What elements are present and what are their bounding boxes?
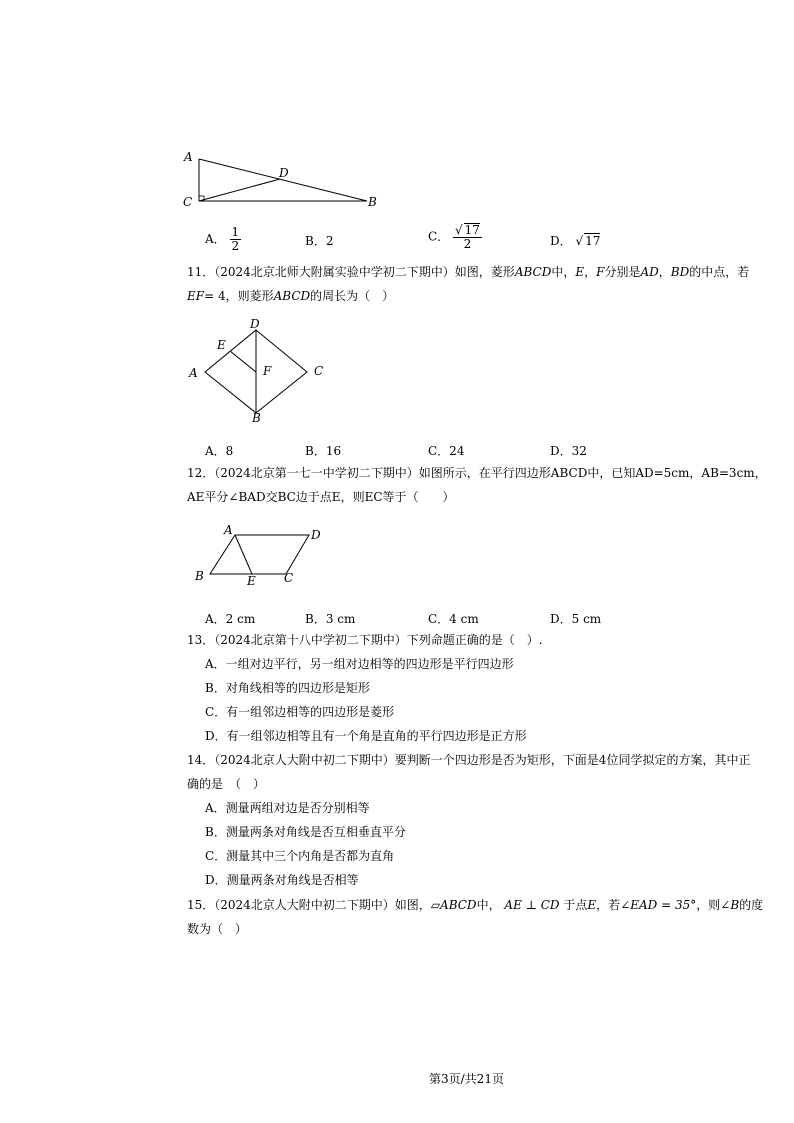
- q12-figure: [190, 522, 330, 588]
- q11-stem-line2: EF= 4，则菱形ABCD的周长为（ ）: [187, 289, 395, 303]
- q10-label-D: D: [279, 166, 289, 180]
- q11-label-B: B: [252, 411, 261, 425]
- q10-label-A: A: [184, 150, 193, 164]
- q13-option-d: D．有一组邻边相等且有一个角是直角的平行四边形是正方形: [205, 729, 527, 743]
- q10-label-C: C: [183, 195, 193, 209]
- q11-figure: [186, 316, 336, 426]
- q12-label-A: A: [224, 523, 233, 537]
- q13-option-b: B．对角线相等的四边形是矩形: [205, 681, 370, 695]
- q10-option-b: B．2: [305, 234, 334, 248]
- q12-stem-line2: AE平分∠BAD交BC边于点E，则EC等于（ ）: [187, 490, 455, 504]
- q10-figure: [178, 145, 388, 211]
- q14-stem-line2: 确的是 （ ）: [187, 777, 266, 791]
- q14-option-d: D．测量两条对角线是否相等: [205, 873, 359, 887]
- q11-label-C: C: [314, 364, 324, 378]
- q11-stem-line1: 11．（2024北京北师大附属实验中学初二下期中）如图，菱形ABCD中，E，F分别是AD，BD的中点，若: [187, 265, 750, 279]
- q10-option-a-fraction: $\frac{1}{2}$: [231, 225, 240, 254]
- q10-option-c-fraction: $\frac{√ 17}{2}$: [455, 223, 480, 252]
- q12-label-C: C: [284, 571, 294, 585]
- q12-option-d: D．5 cm: [550, 612, 602, 626]
- q11-option-b: B．16: [305, 444, 342, 458]
- q13-option-a: A．一组对边平行，另一组对边相等的四边形是平行四边形: [205, 657, 514, 671]
- q14-option-b: B．测量两条对角线是否互相垂直平分: [205, 825, 406, 839]
- q10-label-B: B: [368, 195, 377, 209]
- q12-option-b: B．3 cm: [305, 612, 356, 626]
- q10-option-d: D． √ 17: [550, 234, 601, 248]
- page-footer: 第3页/共21页: [429, 1072, 504, 1086]
- q12-label-B: B: [195, 569, 204, 583]
- q11-option-d: D．32: [550, 444, 587, 458]
- q12-option-c: C．4 cm: [428, 612, 479, 626]
- q11-label-A: A: [189, 366, 198, 380]
- q14-stem-line1: 14．（2024北京人大附中初二下期中）要判断一个四边形是否为矩形，下面是4位同学拟定的方案，其中正: [187, 753, 751, 767]
- q12-label-D: D: [311, 528, 321, 542]
- q10-option-c: C． $\frac{√ 17}{2}$: [428, 223, 480, 252]
- q12-label-E: E: [247, 574, 256, 588]
- q13-stem: 13．（2024北京第十八中学初二下期中）下列命题正确的是（ ）.: [187, 633, 543, 647]
- q10-option-a: A． $\frac{1}{2}$: [205, 225, 240, 254]
- q11-option-c: C．24: [428, 444, 465, 458]
- q11-option-a: A．8: [205, 444, 234, 458]
- q12-option-a: A．2 cm: [205, 612, 256, 626]
- q15-stem-line2: 数为（ ）: [187, 922, 248, 936]
- q14-option-a: A．测量两组对边是否分别相等: [205, 801, 370, 815]
- q15-stem-line1: 15．（2024北京人大附中初二下期中）如图，▱ABCD中， AE ⊥ CD 于点E，若∠EAD = 35°，则∠B的度: [187, 898, 764, 912]
- q13-option-c: C．有一组邻边相等的四边形是菱形: [205, 705, 395, 719]
- q11-label-D: D: [250, 317, 260, 331]
- q12-stem-line1: 12．（2024北京第一七一中学初二下期中）如图所示，在平行四边形ABCD中，已知AD=5cm，AB=3cm，: [187, 466, 767, 480]
- q14-option-c: C．测量其中三个内角是否都为直角: [205, 849, 395, 863]
- q11-label-F: F: [263, 364, 272, 378]
- q11-label-E: E: [217, 338, 226, 352]
